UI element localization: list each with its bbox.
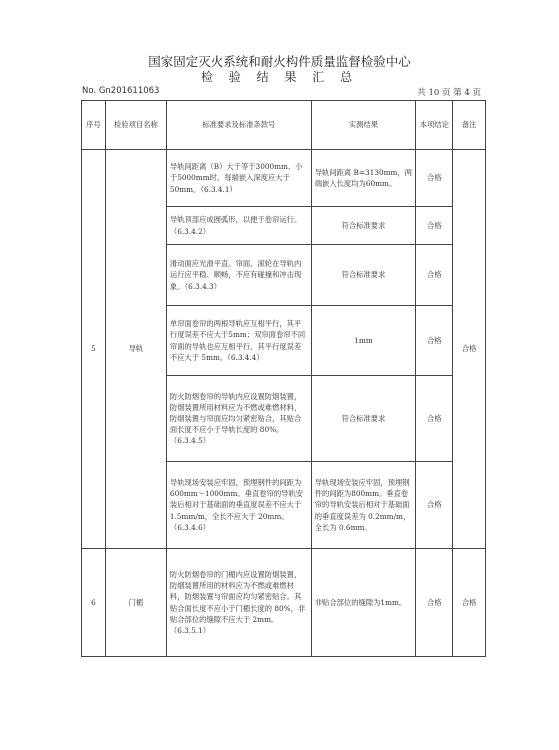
result-cell: 符合标准要求 (311, 376, 416, 462)
conclusion-cell: 合格 (416, 207, 453, 245)
result-cell: 非贴合部位的缝隙为1mm。 (311, 549, 416, 657)
conclusion-cell: 合格 (416, 150, 453, 207)
result-cell: 符合标准要求 (311, 207, 416, 245)
group-item: 门楣 (105, 549, 166, 657)
conclusion-cell: 合格 (416, 245, 453, 306)
conclusion-cell: 合格 (416, 376, 453, 462)
conclusion-cell: 合格 (416, 549, 453, 657)
table-row (82, 549, 486, 657)
group-seq: 5 (82, 150, 106, 549)
result-cell: 1mm (311, 306, 416, 376)
result-cell: 导轨间距离 B=3130mm，两端嵌入长度均为60mm。 (311, 150, 416, 207)
conclusion-cell: 合格 (416, 462, 453, 549)
requirement-cell: 导轨现场安装应牢固，预埋钢件的间距为 600mm～1000mm。垂直卷帘的导轨安装后相对于基础面的垂直度误差不应大于1.5mm/m，全长不应大于 20mm。（6.3.4.6） (166, 462, 311, 549)
group-conclusion: 合格 (453, 150, 486, 549)
page-info: 共 10 页 第 4 页 (417, 88, 481, 98)
header-result: 实测结果 (311, 101, 416, 150)
requirement-cell: 滑动面应光滑平直。帘面、滚轮在导轨内运行应平稳、顺畅，不应有碰撞和冲击现象。（6.3.4.3） (166, 245, 311, 306)
group-seq: 6 (82, 549, 106, 657)
result-cell: 符合标准要求 (311, 245, 416, 306)
header-conclusion: 本项结论 (416, 101, 453, 150)
group-conclusion: 合格 (453, 549, 486, 657)
result-cell: 导轨现场安装应牢固，预埋钢件的间距为800mm。垂直卷帘的导轨安装后相对于基础面的垂直度误差为 0.2mm/m，全长为 0.6mm。 (311, 462, 416, 549)
document-title: 国家固定灭火系统和耐火构件质量监督检验中心 (148, 54, 411, 69)
requirement-cell: 防火防烟卷帘的门楣内应设置防烟装置，防烟装置所用的材料应为不燃或难燃材料，防烟装置与帘面应均匀紧密贴合。其贴合面长度不应小于门楣长度的 80%，非贴合部位的缝隙不应大于 2mm。（6.3.5.1） (166, 549, 311, 657)
table-row (82, 150, 486, 207)
document-number: No. Gn201611063 (82, 86, 160, 96)
table-header-row (82, 101, 486, 150)
requirement-cell: 导轨间距离（B）大于等于3000mm、小于5000mm时，每端嵌入深度应大于 50mm。（6.3.4.1） (166, 150, 311, 207)
requirement-cell: 防火防烟卷帘的导轨内应设置防烟装置，防烟装置所用材料应为不燃或难燃材料，防烟装置与帘面应均匀紧密贴合，其贴合面长度不应小于导轨长度的 80%。（6.3.4.5） (166, 376, 311, 462)
conclusion-cell: 合格 (416, 306, 453, 376)
group-item: 导轨 (105, 150, 166, 549)
header-note: 备注 (453, 101, 486, 150)
requirement-cell: 单帘面卷帘的两根导轨应互相平行，其平行度误差不应大于5mm；双帘面卷帘不同帘面的导轨也应互相平行，其平行度误差不应大于 5mm。（6.3.4.4） (166, 306, 311, 376)
results-table (81, 100, 486, 657)
requirement-cell: 导轨顶部应成圆弧形，以便于卷帘运行。（6.3.4.2） (166, 207, 311, 245)
header-seq: 序号 (82, 101, 106, 150)
document-subtitle: 检 验 结 果 汇 总 (200, 70, 359, 84)
header-requirement: 标准要求及标准条款号 (166, 101, 311, 150)
header-item: 检验项目名称 (105, 101, 166, 150)
